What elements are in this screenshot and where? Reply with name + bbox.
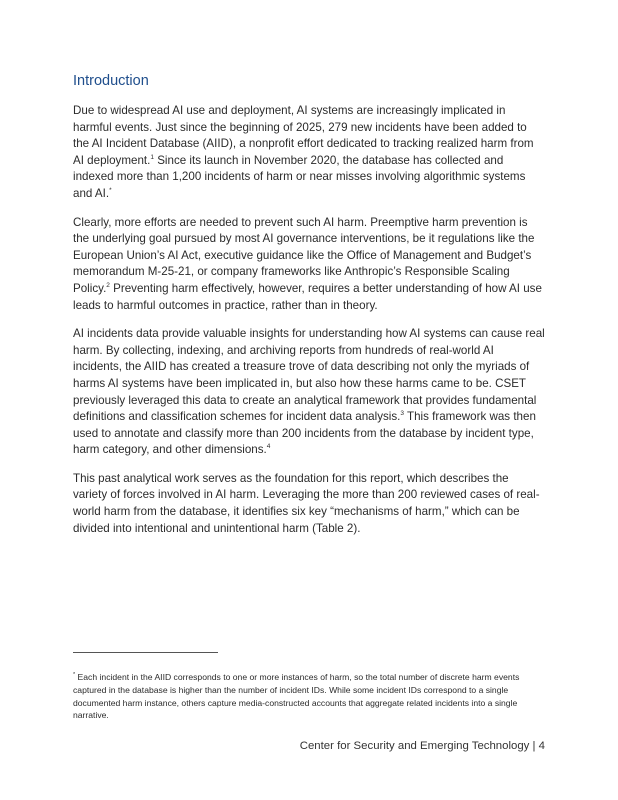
paragraph-1 [73,103,545,203]
footnote-ref-asterisk[interactable]: * [109,187,112,195]
footnote [73,671,551,722]
paragraph-2 [73,215,545,315]
page-footer: Center for Security and Emerging Technology | 4 [299,740,545,752]
endnote-ref-2[interactable]: 2 [106,282,110,290]
paragraph-4 [73,471,545,537]
endnote-ref-4[interactable]: 4 [266,443,271,451]
endnote-ref-1[interactable]: 1 [150,153,154,161]
paragraph-1-text-b: Since its launch in November 2020, the database has collected and indexed more than 1,200 incidents of harm or near misses involving algorithmic systems and AI. [73,153,526,200]
paragraph-4-text: This past analytical work serves as the foundation for this report, which describes the variety of forces involved in AI harm. Leveraging the more than 200 reviewed cases of real-world harm from the database, it identifies six key “mechanisms of harm,” which can be divided into intentional and unintentional harm (Table 2). [73,471,540,535]
paragraph-3-text-b: This framework was then used to annotate and classify more than 200 incidents from the database by incident type, harm category, and other dimensions. [73,410,536,457]
paragraph-2-text-b: Preventing harm effectively, however, requires a better understanding of how AI use leads to harmful outcomes in practice, rather than in theory. [73,281,542,312]
paragraph-2-text-a: Clearly, more efforts are needed to prevent such AI harm. Preemptive harm prevention is the underlying goal pursued by most AI governance interventions, be it regulations like the European Union’s AI Act, executive guidance like the Office of Management and Budget’s memorandum M-25-21, or company frameworks like Anthropic’s Responsible Scaling Policy. [73,215,535,295]
paragraph-1-text-a: Due to widespread AI use and deployment, AI systems are increasingly implicated in harmful events. Just since the beginning of 2025, 279 new incidents have been added to the AI Incident Database (AIID), a nonprofit effort dedicated to tracking realized harm from AI deployment. [73,104,534,167]
endnote-ref-3[interactable]: 3 [400,410,405,418]
footnote-divider [73,652,218,653]
paragraph-3-text-a: AI incidents data provide valuable insights for understanding how AI systems can cause real harm. By collecting, indexing, and archiving reports from hundreds of real-world AI incidents, the AIID has created a treasure trove of data describing not only the myriads of harms AI systems have been implicated in, but also how these harms came to be. CSET previously leveraged this data to create an analytical framework that provides fundamental definitions and classification schemes for incident data analysis. [73,327,545,424]
paragraph-3 [73,326,545,459]
footnote-text: Each incident in the AIID corresponds to one or more instances of harm, so the total number of discrete harm events captured in the database is higher than the number of incident IDs. While some incident IDs correspond to a single documented harm instance, others capture media-constructed accounts that aggregate related incidents into a single narrative. [73,672,520,721]
section-heading: Introduction [73,73,149,89]
footnote-marker: * [73,672,76,679]
body-text [73,103,545,549]
